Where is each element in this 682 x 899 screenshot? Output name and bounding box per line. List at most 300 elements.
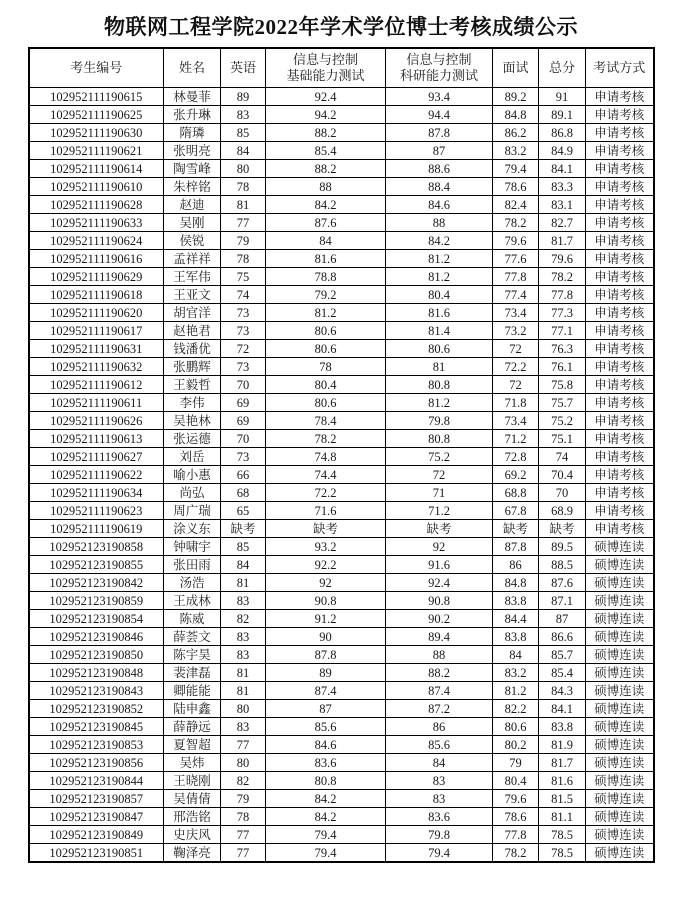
cell-research-ability-test: 92 [386, 538, 493, 556]
results-table-header [29, 48, 654, 88]
cell-candidate-id: 102952111190625 [29, 106, 164, 124]
cell-basic-ability-test: 85.6 [266, 718, 386, 736]
cell-english: 70 [221, 376, 266, 394]
cell-interview: 84.8 [493, 106, 539, 124]
cell-interview: 72 [493, 340, 539, 358]
cell-research-ability-test: 79.8 [386, 826, 493, 844]
cell-interview: 77.4 [493, 286, 539, 304]
cell-interview: 79 [493, 754, 539, 772]
cell-name: 张升琳 [164, 106, 221, 124]
page-title: 物联网工程学院2022年学术学位博士考核成绩公示 [104, 15, 578, 39]
cell-candidate-id: 102952111190632 [29, 358, 164, 376]
cell-interview: 69.2 [493, 466, 539, 484]
table-row [29, 844, 654, 863]
cell-basic-ability-test: 89 [266, 664, 386, 682]
cell-interview: 80.6 [493, 718, 539, 736]
cell-exam-method: 硕博连读 [586, 682, 654, 700]
col-header-label: 基础能力测试 [286, 68, 365, 83]
cell-total-score: 89.5 [539, 538, 586, 556]
cell-name: 吴倩倩 [164, 790, 221, 808]
cell-candidate-id: 102952123190857 [29, 790, 164, 808]
cell-basic-ability-test: 85.4 [266, 142, 386, 160]
cell-basic-ability-test: 缺考 [266, 520, 386, 538]
cell-exam-method: 申请考核 [586, 178, 654, 196]
cell-candidate-id: 102952123190846 [29, 628, 164, 646]
cell-english: 79 [221, 232, 266, 250]
cell-name: 裴津磊 [164, 664, 221, 682]
table-row [29, 502, 654, 520]
cell-exam-method: 申请考核 [586, 358, 654, 376]
cell-name: 涂义东 [164, 520, 221, 538]
cell-research-ability-test: 83.6 [386, 808, 493, 826]
cell-exam-method: 申请考核 [586, 376, 654, 394]
col-header-label: 英语 [229, 60, 256, 75]
table-row [29, 412, 654, 430]
cell-english: 78 [221, 808, 266, 826]
cell-research-ability-test: 84 [386, 754, 493, 772]
cell-research-ability-test: 93.4 [386, 88, 493, 106]
cell-english: 70 [221, 430, 266, 448]
cell-name: 薛荟文 [164, 628, 221, 646]
cell-research-ability-test: 84.2 [386, 232, 493, 250]
cell-total-score: 87.6 [539, 574, 586, 592]
table-row [29, 124, 654, 142]
cell-exam-method: 申请考核 [586, 196, 654, 214]
table-row [29, 214, 654, 232]
cell-english: 83 [221, 592, 266, 610]
cell-exam-method: 硕博连读 [586, 808, 654, 826]
table-row [29, 268, 654, 286]
cell-name: 吴刚 [164, 214, 221, 232]
cell-interview: 78.6 [493, 808, 539, 826]
table-row [29, 664, 654, 682]
cell-research-ability-test: 81.2 [386, 250, 493, 268]
cell-total-score: 91 [539, 88, 586, 106]
cell-candidate-id: 102952123190859 [29, 592, 164, 610]
cell-interview: 86.2 [493, 124, 539, 142]
cell-interview: 79.6 [493, 232, 539, 250]
col-header-research-ability-test [386, 48, 493, 88]
cell-exam-method: 硕博连读 [586, 646, 654, 664]
table-row [29, 358, 654, 376]
cell-total-score: 76.3 [539, 340, 586, 358]
cell-basic-ability-test: 80.4 [266, 376, 386, 394]
cell-interview: 82.4 [493, 196, 539, 214]
cell-total-score: 74 [539, 448, 586, 466]
cell-total-score: 83.1 [539, 196, 586, 214]
cell-basic-ability-test: 92 [266, 574, 386, 592]
cell-name: 陆申鑫 [164, 700, 221, 718]
cell-interview: 72 [493, 376, 539, 394]
cell-candidate-id: 102952111190624 [29, 232, 164, 250]
cell-exam-method: 硕博连读 [586, 700, 654, 718]
table-row [29, 592, 654, 610]
cell-basic-ability-test: 91.2 [266, 610, 386, 628]
cell-english: 77 [221, 214, 266, 232]
cell-interview: 83.2 [493, 664, 539, 682]
table-row [29, 628, 654, 646]
cell-basic-ability-test: 78.2 [266, 430, 386, 448]
cell-english: 69 [221, 412, 266, 430]
cell-interview: 87.8 [493, 538, 539, 556]
cell-english: 77 [221, 844, 266, 863]
table-row [29, 160, 654, 178]
cell-english: 79 [221, 790, 266, 808]
cell-interview: 71.8 [493, 394, 539, 412]
cell-basic-ability-test: 87.6 [266, 214, 386, 232]
cell-exam-method: 申请考核 [586, 394, 654, 412]
cell-total-score: 78.5 [539, 844, 586, 863]
cell-exam-method: 硕博连读 [586, 556, 654, 574]
cell-interview: 82.2 [493, 700, 539, 718]
cell-research-ability-test: 90.2 [386, 610, 493, 628]
cell-english: 81 [221, 196, 266, 214]
col-header-basic-ability-test [266, 48, 386, 88]
cell-exam-method: 申请考核 [586, 160, 654, 178]
cell-english: 82 [221, 772, 266, 790]
cell-interview: 77.6 [493, 250, 539, 268]
table-row [29, 178, 654, 196]
cell-basic-ability-test: 81.6 [266, 250, 386, 268]
cell-candidate-id: 102952111190621 [29, 142, 164, 160]
cell-candidate-id: 102952111190612 [29, 376, 164, 394]
cell-exam-method: 申请考核 [586, 142, 654, 160]
col-header-label: 考生编号 [70, 60, 123, 75]
cell-total-score: 75.2 [539, 412, 586, 430]
cell-name: 汤浩 [164, 574, 221, 592]
cell-english: 78 [221, 178, 266, 196]
cell-name: 吴炜 [164, 754, 221, 772]
table-row [29, 826, 654, 844]
cell-total-score: 70.4 [539, 466, 586, 484]
cell-interview: 77.8 [493, 826, 539, 844]
cell-research-ability-test: 81 [386, 358, 493, 376]
cell-interview: 83.2 [493, 142, 539, 160]
table-row [29, 232, 654, 250]
cell-english: 74 [221, 286, 266, 304]
cell-total-score: 81.5 [539, 790, 586, 808]
cell-total-score: 84.3 [539, 682, 586, 700]
cell-name: 钟啸宇 [164, 538, 221, 556]
cell-english: 69 [221, 394, 266, 412]
table-row [29, 448, 654, 466]
cell-candidate-id: 102952123190853 [29, 736, 164, 754]
cell-name: 鞠泽亮 [164, 844, 221, 863]
col-header-label: 姓名 [178, 60, 205, 75]
cell-research-ability-test: 91.6 [386, 556, 493, 574]
cell-english: 84 [221, 556, 266, 574]
cell-research-ability-test: 80.6 [386, 340, 493, 358]
cell-research-ability-test: 81.2 [386, 394, 493, 412]
cell-name: 邢浩铭 [164, 808, 221, 826]
cell-name: 张田雨 [164, 556, 221, 574]
cell-basic-ability-test: 79.4 [266, 826, 386, 844]
cell-basic-ability-test: 84 [266, 232, 386, 250]
cell-english: 77 [221, 826, 266, 844]
col-header-name [164, 48, 221, 88]
cell-exam-method: 硕博连读 [586, 718, 654, 736]
cell-total-score: 68.9 [539, 502, 586, 520]
cell-candidate-id: 102952123190847 [29, 808, 164, 826]
cell-candidate-id: 102952123190850 [29, 646, 164, 664]
cell-total-score: 88.5 [539, 556, 586, 574]
cell-english: 81 [221, 682, 266, 700]
cell-total-score: 75.1 [539, 430, 586, 448]
cell-exam-method: 硕博连读 [586, 844, 654, 863]
table-row [29, 808, 654, 826]
cell-english: 81 [221, 664, 266, 682]
cell-basic-ability-test: 88.2 [266, 160, 386, 178]
cell-name: 陶雪峰 [164, 160, 221, 178]
cell-exam-method: 申请考核 [586, 412, 654, 430]
cell-research-ability-test: 79.8 [386, 412, 493, 430]
cell-total-score: 83.8 [539, 718, 586, 736]
col-header-label: 总分 [548, 60, 575, 75]
cell-basic-ability-test: 79.4 [266, 844, 386, 863]
cell-basic-ability-test: 74.4 [266, 466, 386, 484]
cell-english: 83 [221, 718, 266, 736]
cell-basic-ability-test: 87 [266, 700, 386, 718]
table-row [29, 466, 654, 484]
cell-total-score: 86.6 [539, 628, 586, 646]
cell-interview: 71.2 [493, 430, 539, 448]
table-row [29, 304, 654, 322]
cell-candidate-id: 102952111190617 [29, 322, 164, 340]
cell-english: 83 [221, 646, 266, 664]
cell-name: 赵迪 [164, 196, 221, 214]
cell-basic-ability-test: 92.2 [266, 556, 386, 574]
cell-interview: 83.8 [493, 592, 539, 610]
cell-basic-ability-test: 90 [266, 628, 386, 646]
cell-total-score: 76.1 [539, 358, 586, 376]
cell-exam-method: 申请考核 [586, 268, 654, 286]
cell-interview: 80.4 [493, 772, 539, 790]
cell-name: 王毅哲 [164, 376, 221, 394]
cell-total-score: 77.8 [539, 286, 586, 304]
col-header-total-score [539, 48, 586, 88]
cell-basic-ability-test: 88 [266, 178, 386, 196]
cell-english: 73 [221, 322, 266, 340]
table-row [29, 322, 654, 340]
cell-interview: 84 [493, 646, 539, 664]
cell-english: 65 [221, 502, 266, 520]
cell-name: 卿能能 [164, 682, 221, 700]
table-row [29, 250, 654, 268]
cell-english: 80 [221, 754, 266, 772]
cell-basic-ability-test: 94.2 [266, 106, 386, 124]
cell-interview: 84.4 [493, 610, 539, 628]
cell-basic-ability-test: 80.6 [266, 322, 386, 340]
cell-english: 85 [221, 538, 266, 556]
cell-basic-ability-test: 71.6 [266, 502, 386, 520]
cell-research-ability-test: 71.2 [386, 502, 493, 520]
cell-research-ability-test: 87.2 [386, 700, 493, 718]
cell-exam-method: 申请考核 [586, 106, 654, 124]
cell-name: 林曼菲 [164, 88, 221, 106]
cell-name: 李伟 [164, 394, 221, 412]
cell-english: 75 [221, 268, 266, 286]
cell-english: 78 [221, 250, 266, 268]
cell-research-ability-test: 94.4 [386, 106, 493, 124]
cell-candidate-id: 102952111190614 [29, 160, 164, 178]
cell-candidate-id: 102952111190627 [29, 448, 164, 466]
cell-interview: 67.8 [493, 502, 539, 520]
cell-basic-ability-test: 74.8 [266, 448, 386, 466]
cell-research-ability-test: 88 [386, 646, 493, 664]
cell-candidate-id: 102952123190844 [29, 772, 164, 790]
cell-interview: 84.8 [493, 574, 539, 592]
cell-candidate-id: 102952111190620 [29, 304, 164, 322]
cell-exam-method: 硕博连读 [586, 574, 654, 592]
cell-candidate-id: 102952111190626 [29, 412, 164, 430]
cell-candidate-id: 102952111190616 [29, 250, 164, 268]
cell-candidate-id: 102952123190842 [29, 574, 164, 592]
cell-name: 隋璘 [164, 124, 221, 142]
col-header-exam-method [586, 48, 654, 88]
table-row [29, 646, 654, 664]
cell-total-score: 79.6 [539, 250, 586, 268]
cell-english: 73 [221, 358, 266, 376]
table-row [29, 340, 654, 358]
col-header-label: 信息与控制 [406, 52, 472, 67]
col-header-candidate-id [29, 48, 164, 88]
cell-total-score: 81.1 [539, 808, 586, 826]
cell-english: 82 [221, 610, 266, 628]
cell-name: 周广瑞 [164, 502, 221, 520]
cell-total-score: 86.8 [539, 124, 586, 142]
cell-name: 吴艳林 [164, 412, 221, 430]
cell-name: 陈威 [164, 610, 221, 628]
cell-english: 89 [221, 88, 266, 106]
cell-research-ability-test: 88 [386, 214, 493, 232]
cell-candidate-id: 102952111190622 [29, 466, 164, 484]
cell-basic-ability-test: 87.4 [266, 682, 386, 700]
table-row [29, 754, 654, 772]
cell-name: 张运德 [164, 430, 221, 448]
cell-total-score: 84.9 [539, 142, 586, 160]
cell-research-ability-test: 71 [386, 484, 493, 502]
cell-candidate-id: 102952111190618 [29, 286, 164, 304]
cell-name: 赵艳君 [164, 322, 221, 340]
cell-name: 史庆风 [164, 826, 221, 844]
col-header-interview [493, 48, 539, 88]
cell-basic-ability-test: 84.6 [266, 736, 386, 754]
cell-name: 侯锐 [164, 232, 221, 250]
cell-english: 73 [221, 304, 266, 322]
table-row [29, 736, 654, 754]
table-row [29, 682, 654, 700]
cell-interview: 72.8 [493, 448, 539, 466]
cell-candidate-id: 102952123190843 [29, 682, 164, 700]
cell-research-ability-test: 88.2 [386, 664, 493, 682]
cell-english: 80 [221, 160, 266, 178]
cell-total-score: 83.3 [539, 178, 586, 196]
cell-exam-method: 申请考核 [586, 484, 654, 502]
table-row [29, 772, 654, 790]
cell-research-ability-test: 81.4 [386, 322, 493, 340]
cell-interview: 77.8 [493, 268, 539, 286]
cell-interview: 73.4 [493, 304, 539, 322]
cell-interview: 78.2 [493, 844, 539, 863]
cell-english: 81 [221, 574, 266, 592]
cell-basic-ability-test: 81.2 [266, 304, 386, 322]
cell-interview: 89.2 [493, 88, 539, 106]
cell-exam-method: 申请考核 [586, 232, 654, 250]
cell-research-ability-test: 92.4 [386, 574, 493, 592]
cell-total-score: 85.7 [539, 646, 586, 664]
cell-candidate-id: 102952111190611 [29, 394, 164, 412]
table-row [29, 520, 654, 538]
cell-interview: 缺考 [493, 520, 539, 538]
cell-total-score: 85.4 [539, 664, 586, 682]
cell-interview: 73.4 [493, 412, 539, 430]
cell-basic-ability-test: 87.8 [266, 646, 386, 664]
cell-basic-ability-test: 72.2 [266, 484, 386, 502]
cell-exam-method: 申请考核 [586, 502, 654, 520]
cell-total-score: 77.1 [539, 322, 586, 340]
cell-candidate-id: 102952111190619 [29, 520, 164, 538]
cell-research-ability-test: 85.6 [386, 736, 493, 754]
cell-basic-ability-test: 80.6 [266, 394, 386, 412]
cell-total-score: 81.7 [539, 232, 586, 250]
cell-exam-method: 申请考核 [586, 430, 654, 448]
cell-research-ability-test: 72 [386, 466, 493, 484]
cell-research-ability-test: 84.6 [386, 196, 493, 214]
cell-total-score: 77.3 [539, 304, 586, 322]
cell-basic-ability-test: 78.8 [266, 268, 386, 286]
table-row [29, 718, 654, 736]
cell-basic-ability-test: 90.8 [266, 592, 386, 610]
cell-candidate-id: 102952123190856 [29, 754, 164, 772]
cell-exam-method: 硕博连读 [586, 538, 654, 556]
cell-total-score: 75.8 [539, 376, 586, 394]
cell-research-ability-test: 75.2 [386, 448, 493, 466]
cell-research-ability-test: 81.2 [386, 268, 493, 286]
cell-interview: 81.2 [493, 682, 539, 700]
cell-english: 85 [221, 124, 266, 142]
cell-exam-method: 申请考核 [586, 124, 654, 142]
cell-exam-method: 硕博连读 [586, 592, 654, 610]
cell-english: 80 [221, 700, 266, 718]
cell-research-ability-test: 80.8 [386, 430, 493, 448]
cell-exam-method: 申请考核 [586, 250, 654, 268]
cell-interview: 78.6 [493, 178, 539, 196]
table-row [29, 142, 654, 160]
cell-total-score: 70 [539, 484, 586, 502]
cell-interview: 78.2 [493, 214, 539, 232]
results-table [28, 47, 655, 863]
cell-research-ability-test: 83 [386, 772, 493, 790]
cell-name: 王亚文 [164, 286, 221, 304]
table-row [29, 430, 654, 448]
table-row [29, 484, 654, 502]
cell-research-ability-test: 87.4 [386, 682, 493, 700]
cell-candidate-id: 102952123190845 [29, 718, 164, 736]
cell-basic-ability-test: 88.2 [266, 124, 386, 142]
cell-exam-method: 申请考核 [586, 448, 654, 466]
cell-research-ability-test: 79.4 [386, 844, 493, 863]
table-row [29, 286, 654, 304]
cell-candidate-id: 102952123190858 [29, 538, 164, 556]
cell-candidate-id: 102952123190852 [29, 700, 164, 718]
cell-total-score: 81.6 [539, 772, 586, 790]
cell-name: 张明亮 [164, 142, 221, 160]
cell-candidate-id: 102952111190630 [29, 124, 164, 142]
cell-candidate-id: 102952111190634 [29, 484, 164, 502]
cell-total-score: 78.2 [539, 268, 586, 286]
cell-candidate-id: 102952111190633 [29, 214, 164, 232]
table-row [29, 106, 654, 124]
